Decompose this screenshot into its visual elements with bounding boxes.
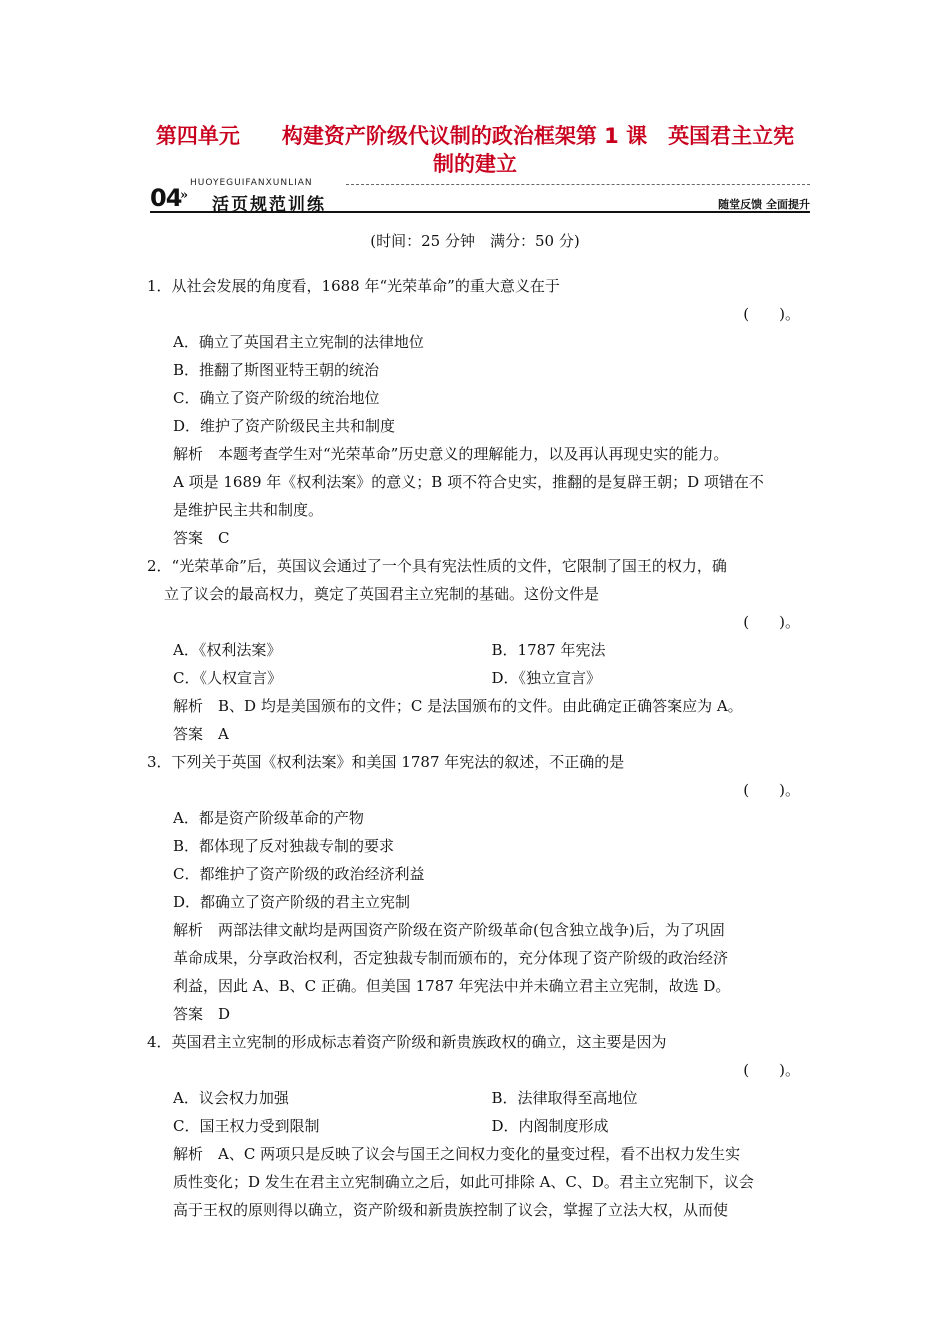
option-c: C．《人权宣言》 [173,669,282,687]
question-3 [147,748,810,1028]
title-line-1: 第四单元 构建资产阶级代议制的政治框架第 1 课 英国君主立宪 [155,124,795,148]
banner-slogan: 随堂反馈 全面提升 [718,198,810,211]
option-c: C．确立了资产阶级的统治地位 [173,389,380,407]
question-stem: 1．从社会发展的角度看，1688 年“光荣革命”的重大意义在于 [147,277,560,295]
banner-pinyin: HUOYEGUIFANXUNLIAN [190,178,313,188]
analysis-line: 革命成果，分享政治权利，否定独裁专制而颁布的，充分体现了资产阶级的政治经济 [173,949,729,967]
banner-arrow-icon: » [180,188,189,203]
analysis-line: 质性变化；D 发生在君主立宪制确立之后，如此可排除 A、C、D。君主立宪制下，议会 [173,1173,754,1191]
options-row [147,664,810,692]
option-a: A．确立了英国君主立宪制的法律地位 [173,333,424,351]
analysis-line: 是维护民主共和制度。 [173,501,324,519]
question-stem: 3．下列关于英国《权利法案》和美国 1787 年宪法的叙述，不正确的是 [147,753,625,771]
question-2 [147,552,810,748]
answer-blank: ( )。 [743,305,800,323]
title-line-2: 制的建立 [433,152,517,176]
option-a: A．议会权力加强 [173,1089,289,1107]
answer-line: 答案 A [173,725,229,743]
analysis-line: 解析 A、C 两项只是反映了议会与国王之间权力变化的量变过程，看不出权力发生实 [173,1145,741,1163]
question-stem: 2．“光荣革命”后，英国议会通过了一个具有宪法性质的文件，它限制了国王的权力，确 [147,557,727,575]
analysis-line: 解析 本题考查学生对“光荣革命”历史意义的理解能力，以及再认再现史实的能力。 [173,445,729,463]
banner-heading: 活页规范训练 [212,195,326,215]
time-note: (时间：25 分钟 满分：50 分) [370,232,580,250]
question-4 [147,1028,810,1224]
answer-line: 答案 D [173,1005,231,1023]
question-1 [147,272,810,552]
analysis-line: 利益，因此 A、B、C 正确。但美国 1787 年宪法中并未确立君主立宪制，故选 D。 [173,977,731,995]
analysis-line: 解析 B、D 均是美国颁布的文件；C 是法国颁布的文件。由此确定正确答案应为 A。 [173,697,743,715]
banner-number: 04 [150,184,182,212]
option-a: A．《权利法案》 [173,641,282,659]
analysis-line: 高于王权的原则得以确立，资产阶级和新贵族控制了议会，掌握了立法大权，从而使 [173,1201,729,1219]
option-c: C．都维护了资产阶级的政治经济利益 [173,865,425,883]
answer-line: 答案 C [173,529,230,547]
banner-dashed-line [346,184,810,185]
option-d: D．内阁制度形成 [491,1117,609,1135]
section-banner [150,178,810,214]
options-row [147,1112,810,1140]
answer-blank: ( )。 [743,781,800,799]
option-b: B．推翻了斯图亚特王朝的统治 [173,361,380,379]
option-d: D．维护了资产阶级民主共和制度 [173,417,396,435]
answer-blank: ( )。 [743,613,800,631]
question-list [147,272,810,1224]
option-b: B．法律取得至高地位 [491,1089,638,1107]
document-title [120,122,830,178]
options-row [147,1084,810,1112]
option-d: D．《独立宣言》 [491,669,602,687]
option-a: A．都是资产阶级革命的产物 [173,809,364,827]
options-row [147,636,810,664]
banner-rule [150,211,810,213]
option-d: D．都确立了资产阶级的君主立宪制 [173,893,411,911]
option-c: C．国王权力受到限制 [173,1117,320,1135]
option-b: B．1787 年宪法 [491,641,606,659]
analysis-line: 解析 两部法律文献均是两国资产阶级在资产阶级革命(包含独立战争)后，为了巩固 [173,921,725,939]
question-stem: 4．英国君主立宪制的形成标志着资产阶级和新贵族政权的确立，这主要是因为 [147,1033,667,1051]
analysis-line: A 项是 1689 年《权利法案》的意义；B 项不符合史实，推翻的是复辟王朝；D 项错在不 [173,473,764,491]
option-b: B．都体现了反对独裁专制的要求 [173,837,395,855]
answer-blank: ( )。 [743,1061,800,1079]
question-stem-continued: 立了议会的最高权力，奠定了英国君主立宪制的基础。这份文件是 [164,585,600,603]
